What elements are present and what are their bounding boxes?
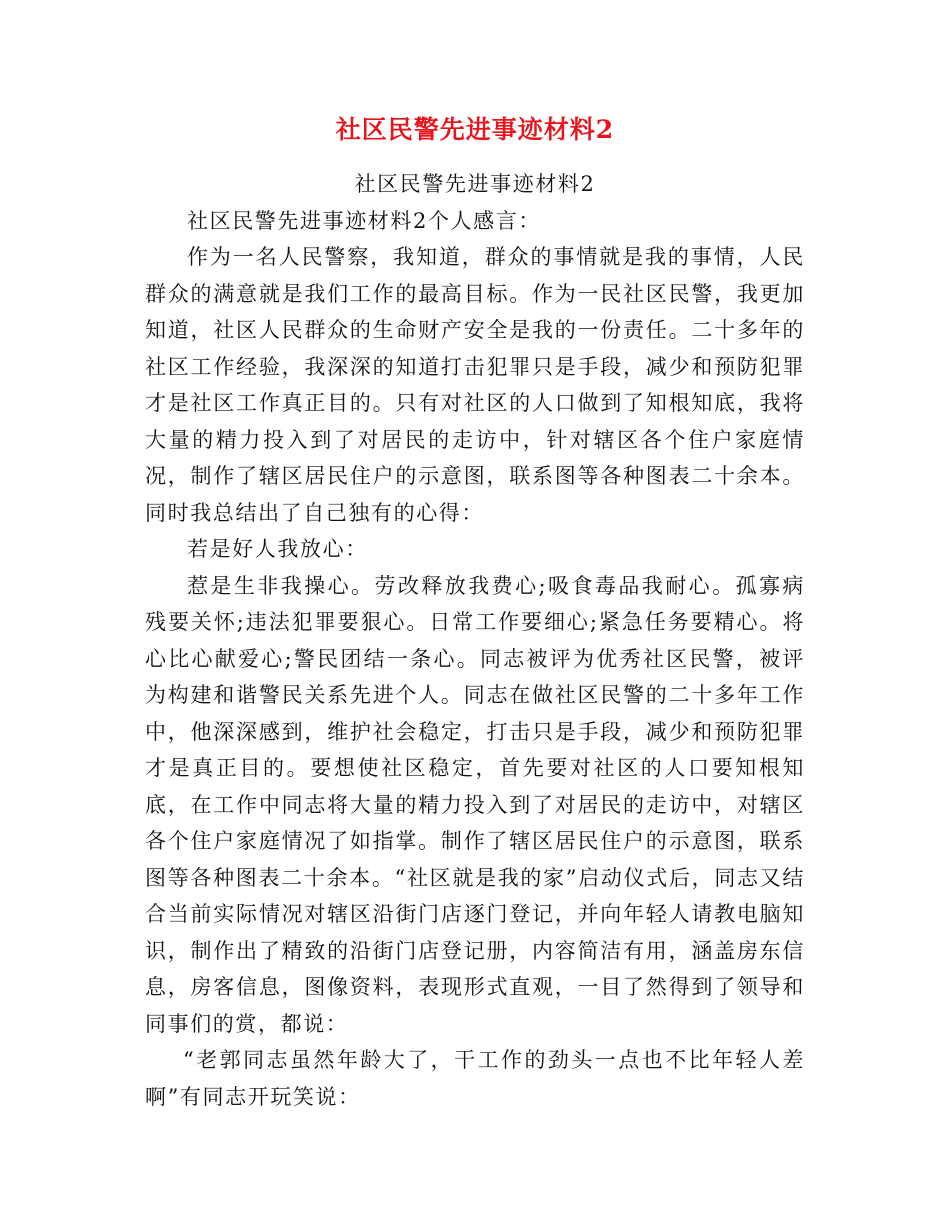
paragraph-motto: 若是好人我放心：: [187, 537, 368, 561]
document-subtitle: 社区民警先进事迹材料2: [354, 172, 596, 196]
document-body: [145, 166, 805, 1115]
paragraph-quote: “老郭同志虽然年龄大了，干工作的劲头一点也不比年轻人差啊”有同志开玩笑说：: [145, 1048, 805, 1109]
document-title: 社区民警先进事迹材料2: [335, 115, 615, 144]
paragraph-personal-statement-heading: 社区民警先进事迹材料2个人感言：: [187, 208, 541, 233]
paragraph-main-body: 惹是生非我操心。劳改释放我费心;吸食毒品我耐心。孤寡病残要关怀;违法犯罪要狠心。日常工作要细心;紧急任务要精心。将心比心献爱心;警民团结一条心。同志被评为优秀社区民警，被评为构建和谐警民关系先进个人。同志在做社区民警的二十多年工作中，他深深感到，维护社会稳定，打击只是手段，减少和预防犯罪才是真正目的。要想使社区稳定，首先要对社区的人口要知根知底，在工作中同志将大量的精力投入到了对居民的走访中，对辖区各个住户家庭情况了如指掌。制作了辖区居民住户的示意图，联系图等各种图表二十余本。“社区就是我的家”启动仪式后，同志又结合当前实际情况对辖区沿街门店逐门登记，并向年轻人请教电脑知识，制作出了精致的沿街门店登记册，内容简洁有用，涵盖房东信息，房客信息，图像资料，表现形式直观，一目了然得到了领导和同事们的赏，都说：: [145, 573, 805, 1036]
paragraph-introduction: 作为一名人民警察，我知道，群众的事情就是我的事情，人民群众的满意就是我们工作的最高目标。作为一民社区民警，我更加知道，社区人民群众的生命财产安全是我的一份责任。二十多年的社区工作经验，我深深的知道打击犯罪只是手段，减少和预防犯罪才是社区工作真正目的。只有对社区的人口做到了知根知底，我将大量的精力投入到了对居民的走访中，针对辖区各个住户家庭情况，制作了辖区居民住户的示意图，联系图等各种图表二十余本。同时我总结出了自己独有的心得：: [145, 245, 805, 525]
